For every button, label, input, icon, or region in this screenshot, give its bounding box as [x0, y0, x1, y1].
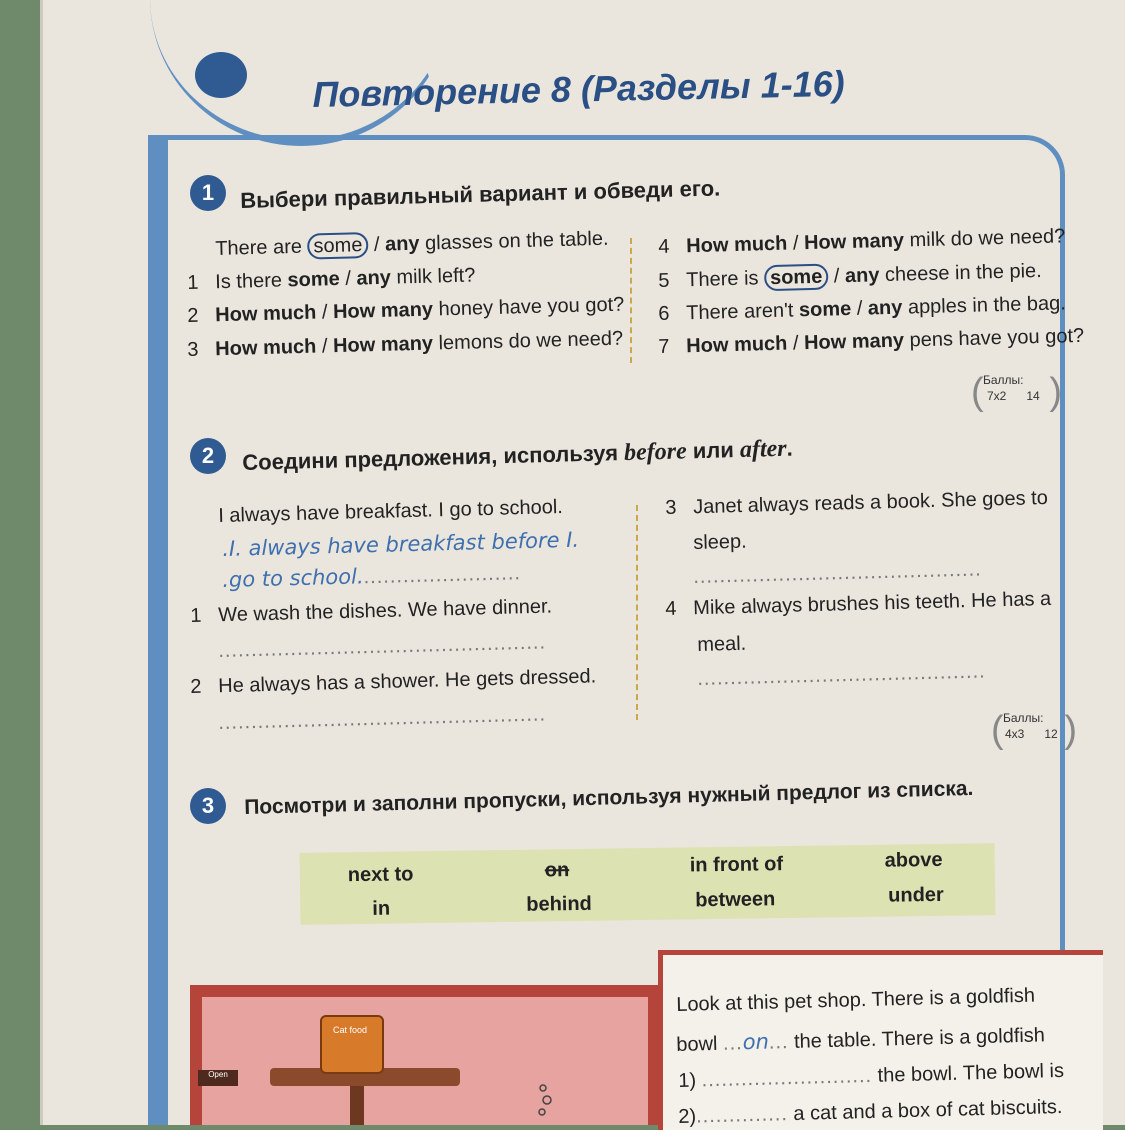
ex2-example-answer-2: .go to school.........................: [222, 562, 522, 592]
ex3-number-badge: 3: [190, 788, 226, 824]
ex2-item-1: 1 We wash the dishes. We have dinner.: [190, 595, 553, 627]
ex1-item-7: 7 How much / How many pens have you got?: [658, 324, 1085, 358]
ex2-item-3-cont: sleep.: [693, 530, 747, 554]
open-sign: Open: [198, 1070, 238, 1086]
word-under: under: [888, 883, 944, 907]
ex1-score-formula: 7x2: [987, 389, 1007, 403]
ex2-item-4-cont: meal.: [697, 632, 747, 656]
ex2-item-2: 2 He always has a shower. He gets dressed.: [190, 665, 597, 698]
ex3-blank-1: ..........................: [701, 1064, 873, 1092]
ex2-item-1-answer-line[interactable]: ..................................................: [218, 631, 547, 662]
word-on: on: [544, 859, 570, 882]
ex1-item-2: 2 How much / How many honey have you got?: [187, 293, 625, 327]
word-in-front-of: in front of: [689, 853, 784, 877]
ex1-number-badge: 1: [190, 175, 226, 211]
ex3-text-line-1: Look at this pet shop. There is a goldfish: [676, 984, 1036, 1016]
ex1-divider: [630, 238, 632, 363]
ex2-heading: Соедини предложения, используя before или after.: [242, 435, 794, 475]
ex3-text-line-2: bowl ...on... the table. There is a goldfish: [676, 1024, 1046, 1056]
ex2-item-4: 4 Mike always brushes his teeth. He has a: [665, 587, 1052, 620]
cat-food-label: Cat food: [332, 1025, 368, 1035]
ex3-text-line-4: 2).............. a cat and a box of cat biscuits.: [678, 1095, 1063, 1128]
ex2-item-2-answer-line[interactable]: ..................................................: [218, 703, 547, 734]
ex2-item-4-answer-line[interactable]: ............................................: [697, 660, 986, 690]
ex2-example-answer-1: .I. always have breakfast before I.: [222, 527, 580, 561]
ex2-score-formula: 4x3: [1005, 727, 1025, 741]
ex1-example: There are some / any glasses on the table.: [215, 227, 609, 260]
bubbles-icon: [535, 1080, 555, 1120]
word-behind: behind: [526, 892, 592, 916]
shelf-leg: [350, 1086, 364, 1125]
ex2-item-3: 3 Janet always reads a book. She goes to: [665, 486, 1049, 519]
corner-circle-decoration: [195, 52, 247, 98]
ex3-text-line-3: 1) .......................... the bowl. The bowl is: [678, 1059, 1065, 1092]
ex2-example: I always have breakfast. I go to school.: [218, 495, 564, 527]
ex1-item-4: 4 How much / How many milk do we need?: [658, 225, 1066, 258]
ex2-score-total: 12: [1044, 727, 1058, 741]
ex1-item-1: 1 Is there some / any milk left?: [187, 264, 476, 294]
ex2-score-label: Баллы:: [1003, 711, 1044, 725]
ex1-score-box: ( Баллы: 7x2 14 ): [971, 371, 1062, 413]
word-in: in: [372, 897, 391, 920]
word-above: above: [884, 848, 943, 872]
word-between: between: [695, 888, 776, 912]
ex1-heading: Выбери правильный вариант и обведи его.: [240, 175, 721, 213]
ex1-example-circled: some: [307, 232, 369, 260]
cat-food-can: [320, 1015, 384, 1074]
ex1-item-6: 6 There aren't some / any apples in the bag.: [658, 292, 1067, 325]
ex1-item-5: 5 There is some / any cheese in the pie.: [658, 259, 1042, 292]
ex1-item-5-circled: some: [764, 264, 829, 292]
ex1-item-3: 3 How much / How many lemons do we need?: [187, 327, 624, 361]
ex2-item-3-answer-line[interactable]: ............................................: [693, 558, 982, 588]
ex3-blank-2: ..............: [695, 1103, 789, 1128]
pet-shop-picture: [190, 985, 660, 1125]
word-next-to: next to: [347, 863, 414, 887]
ex2-divider: [636, 505, 638, 720]
ex1-score-total: 14: [1026, 389, 1040, 403]
page-title: Повторение 8 (Разделы 1-16): [312, 62, 846, 115]
ex3-answer-on: on: [742, 1029, 770, 1055]
ex2-score-box: ( Баллы: 4x3 12 ): [991, 709, 1077, 751]
ex3-heading: Посмотри и заполни пропуски, используя нужный предлог из списка.: [244, 776, 974, 819]
word-list-table: [300, 843, 996, 925]
ex1-score-label: Баллы:: [983, 373, 1024, 387]
ex2-number-badge: 2: [190, 438, 226, 474]
